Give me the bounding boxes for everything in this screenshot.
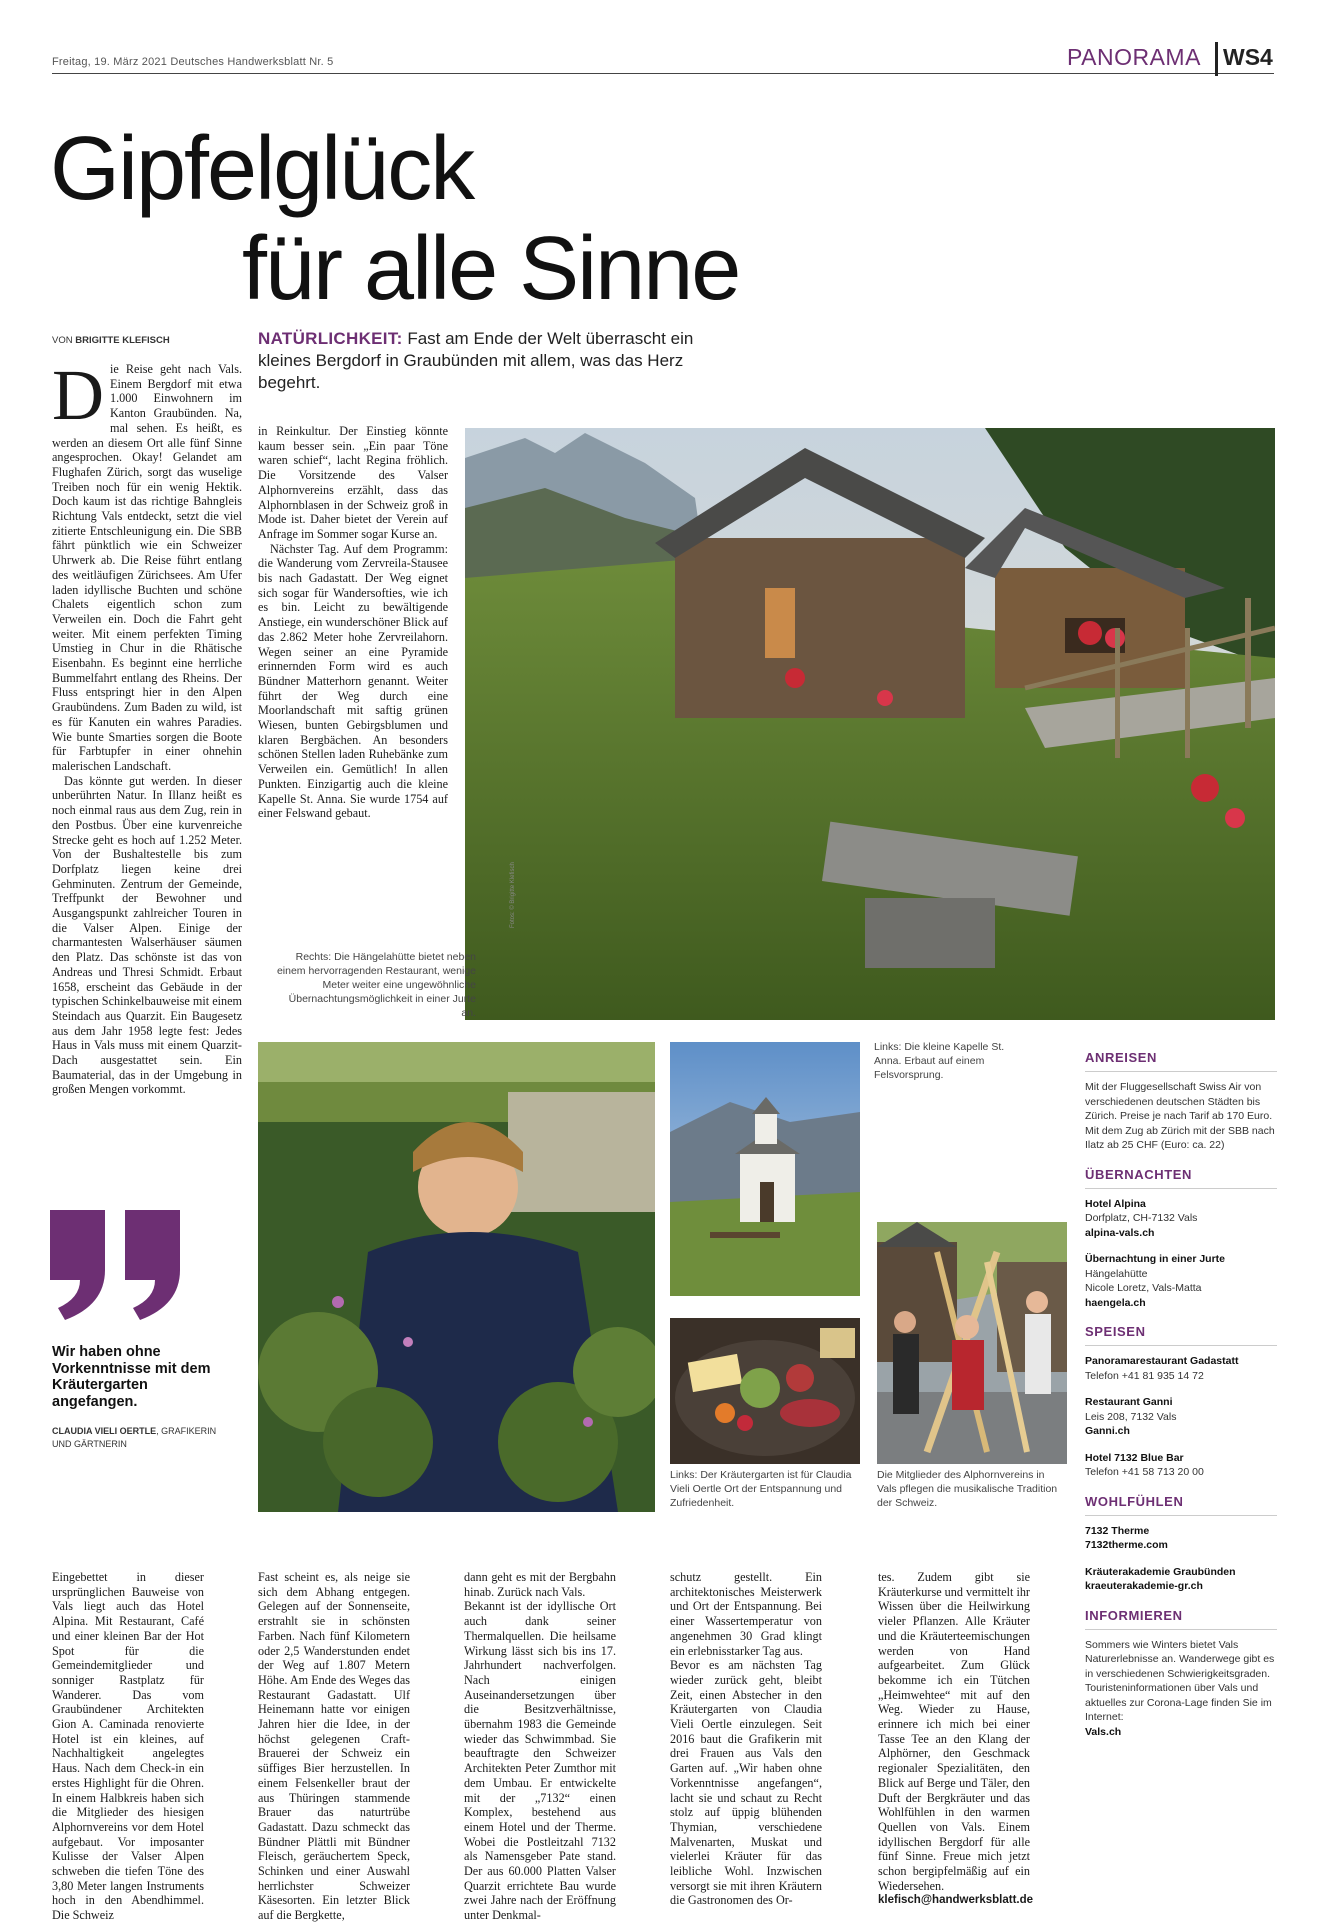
sidebar-link[interactable]: haengela.ch bbox=[1085, 1296, 1146, 1309]
body-column-6 bbox=[670, 1570, 822, 1908]
header-meta: Freitag, 19. März 2021 Deutsches Handwerksblatt Nr. 5 bbox=[52, 56, 334, 68]
body-column-7 bbox=[878, 1570, 1034, 1908]
pull-quote-author: CLAUDIA VIELI OERTLE, GRAFIKERIN UND GÄRTNERIN bbox=[52, 1426, 217, 1449]
sidebar-entry: Übernachtung in einer Jurte Hängelahütte Nicole Loretz, Vals-Matta haengela.ch bbox=[1085, 1252, 1277, 1310]
sidebar-heading: ANREISEN bbox=[1085, 1050, 1277, 1072]
body-paragraph: Nächster Tag. Auf dem Programm: die Wanderung vom Zervreila-Stausee bis nach Gadastatt. Der Weg eignet sich sogar für Wandersofties, wie ich es bin. Leicht zu bewältigende Anstiege, ein wunderschöner Blick auf das 2.862 Meter hohe Zervreilahorn. Wegen seiner an eine Pyramide erinnernden Form wird es auch Bündner Matterhorn genannt. Weiter führt der Weg durch eine Moorlandschaft mit saftig grünen Wiesen, bunten Gebirgsblumen und klaren Bergbächen. An besonders schönen Stellen laden Ruhebänke zum Verweilen ein. Gemütlich! In allen Punkten. Einzigartig auch die kleine Kapelle St. Anna. Sie wurde 1754 auf einer Felswand gebaut. bbox=[258, 541, 448, 821]
sidebar-speisen bbox=[1085, 1324, 1277, 1480]
sidebar-link[interactable]: kraeuterakademie-gr.ch bbox=[1085, 1580, 1203, 1592]
body-paragraph: tes. Zudem gibt sie Kräuterkurse und vermittelt ihr Wissen über die Heilwirkung vieler Pflanzen. Alle Kräuter und die Kräuterteemischungen werden von Hand aufgearbeitet. Zum Glück bekomme ich ein Tütchen „Heimwehtee“ mit auf den Weg. Wieder zu Hause, erinnere ich mich bei einer Tasse Tee an den Klang der Alphörner, den Geschmack regionaler Spezialitäten, den Blick auf Berge und Täler, den Duft der Bergkräuter und das Wohlfühlen in den warmen Quellen von Vals. Einem idyllischen Bergdorf für alle fünf Sinne. Freue mich jetzt schon bergipfelmäßig auf ein Wiedersehen. bbox=[878, 1570, 1030, 1893]
caption-kraeutergarten: Links: Der Kräutergarten ist für Claudia Vieli Oertle Ort der Entspannung und Zufriedenheit. bbox=[670, 1469, 852, 1509]
body-paragraph: Eingebettet in dieser ursprünglichen Bauweise von Vals liegt auch das Hotel Alpina. Mit Restaurant, Café und einer kleinen Bar der Hot Spot für die Gemeindemitglieder und sonniger Rastplatz für Wanderer. Das vom Graubündener Architekten Gion A. Caminada renovierte Hotel ist ein kleines, auf Nachhaltigkeit angelegtes Haus. Nach dem Check-in ein erstes Highlight für die Ohren. In einem Halbkreis haben sich die Mitglieder des hiesigen Alphornvereins vor dem Hotel aufgebaut. Vor imposanter Kulisse der Valser Alpen schweben die tiefen Töne des 3,80 Meter langen Instruments hoch in den Abendhimmel. Die Schweiz bbox=[52, 1570, 204, 1923]
sidebar-uebernachten bbox=[1085, 1167, 1277, 1311]
sidebar-informieren bbox=[1085, 1608, 1277, 1740]
sidebar-entry: Hotel 7132 Blue Bar Telefon +41 58 713 20 00 bbox=[1085, 1451, 1204, 1478]
photo-haengelahuette bbox=[465, 428, 1275, 1020]
sidebar-link[interactable]: Ganni.ch bbox=[1085, 1425, 1130, 1437]
body-column-2 bbox=[258, 424, 448, 821]
photo-kapelle bbox=[670, 1042, 860, 1296]
byline bbox=[52, 335, 170, 346]
lead-text: Fast am Ende der Welt überrascht ein kleines Bergdorf in Graubünden mit allem, was das Herz begehrt. bbox=[258, 329, 694, 392]
info-sidebar bbox=[1085, 1050, 1277, 1753]
sidebar-entry: Restaurant Ganni Leis 208, 7132 Vals Ganni.ch bbox=[1085, 1395, 1277, 1439]
body-paragraph: Das könnte gut werden. In dieser unberührten Natur. In Illanz heißt es noch einmal raus aus dem Zug, rein in den Postbus. Über eine kurvenreiche Strecke geht es hoch auf 1.252 Meter. Von der Bushaltestelle bis zum Dorfplatz liegen keine drei Gehminuten. Zentrum der Gemeinde, Treffpunkt der Bewohner und Ausgangspunkt zahlreicher Touren in die Valser Alpen. Einige der charmantesten Walserhäuser säumen den Platz. Das schönste ist das von Andreas und Thresi Schmidt. Erbaut 1658, erscheint das Gebäude in der typischen Schinkelbauweise mit einem Steindach aus Quarzit. Ein Baugesetz aus dem Jahr 1958 legte fest: Jedes Haus in Vals muss mit einem Quarzit-Dach ausgestattet sein. Ein Baumaterial, das in der Umgebung in großen Mengen vorkommt. bbox=[52, 773, 242, 1097]
lead bbox=[258, 328, 728, 394]
drop-cap: D bbox=[52, 355, 104, 435]
sidebar-entry: Kräuterakademie Graubünden kraeuterakademie-gr.ch bbox=[1085, 1565, 1277, 1594]
section-divider bbox=[1215, 42, 1218, 76]
body-paragraph: schutz gestellt. Ein architektonisches Meisterwerk und Ort der Entspannung. Bei einer Wassertemperatur von angenehmen 30 Grad klingt ein erlebnisstarker Tag aus. Bevor es am nächsten Tag wieder zurück geht, bleibt Zeit, einen Abstecher in den Kräutergarten von Claudia Vieli Oertle einzulegen. Seit 2016 baut die Grafikerin mit drei Frauen aus Vals den Garten auf. „Wir haben ohne Vorkenntnisse angefangen“, lacht sie und schaut zu Recht stolz auf üppig blühenden Thymian, verschiedene Malvenarten, Muskat und vielerlei Kräuter für das leibliche Wohl. Inzwischen versorgt sie mit ihren Kräutern die Gastronomen des Or- bbox=[670, 1570, 822, 1908]
body-column-5 bbox=[464, 1570, 616, 1923]
headline-line-2: für alle Sinne bbox=[242, 219, 740, 319]
body-column-4 bbox=[258, 1570, 410, 1923]
body-columns-bottom bbox=[52, 1570, 1062, 1923]
caption-kapelle: Links: Die kleine Kapelle St. Anna. Erbaut auf einem Felsvorsprung. bbox=[874, 1041, 1005, 1081]
lead-kicker: NATÜRLICHKEIT: bbox=[258, 329, 403, 348]
photo-buendner-plaettli bbox=[670, 1318, 860, 1464]
headline-line-1: Gipfelglück bbox=[50, 119, 474, 219]
sidebar-entry: Panoramarestaurant Gadastatt Telefon +41 81 935 14 72 bbox=[1085, 1355, 1239, 1382]
body-paragraph: Die Reise geht nach Vals. Einem Bergdorf mit etwa 1.000 Einwohnern im Kanton Graubünden. Na, mal sehen. Es heißt, es werden an diesem Ort alle fünf Sinne angesprochen. Okay! Gelandet am Flughafen Zürich, sorgt das wuselige Treiben noch für ein wenig Hektik. Doch kaum ist das richtige Bahngleis Richtung Vals entdeckt, setzt die viel zitierte Entschleunigung ein. Die SBB fährt pünktlich wie ein Schweizer Uhrwerk ab. Die Reise führt entlang des weitläufigen Zürichsees. Am Ufer laden idyllische Buchten und schöne Chalets eigentlich schon zum Verweilen ein. Doch die Fahrt geht weiter. Mit einem perfekten Timing Umstieg in Chur in die Rhätische Eisenbahn. Es beginnt eine herrliche Bummelfahrt entlang des Rheins. Der Fluss entspringt hier in den Alpen Graubündens. Zum Baden zu wild, ist es für Kanuten ein wahres Paradies. Wie bunte Smarties sorgen die Boote für Farbtupfer in einer ohnehin malerischen Landschaft. bbox=[52, 355, 242, 773]
sidebar-entry: 7132 Therme 7132therme.com bbox=[1085, 1524, 1277, 1553]
page-code: WS4 bbox=[1223, 44, 1273, 70]
section-label: PANORAMA bbox=[1067, 44, 1201, 70]
body-column-1 bbox=[52, 355, 242, 1097]
author-email-link[interactable]: klefisch@handwerksblatt.de bbox=[878, 1894, 1034, 1907]
header-rule bbox=[52, 73, 1274, 74]
body-paragraph: in Reinkultur. Der Einstieg könnte kaum besser sein. „Ein paar Töne waren schief“, lacht Regina fröhlich. Die Vorsitzende des Valser Alphornvereins erzählt, dass das Alphornblasen in der Schweiz groß in Mode ist. Daher bietet der Verein auf Anfrage im Sommer sogar Kurse an. bbox=[258, 424, 448, 541]
sidebar-link[interactable]: Vals.ch bbox=[1085, 1725, 1122, 1738]
photo-credit: Fotos: © Brigitte Klefisch bbox=[510, 862, 516, 928]
sidebar-heading: INFORMIEREN bbox=[1085, 1608, 1277, 1630]
photo-alphornverein bbox=[877, 1222, 1067, 1464]
sidebar-text: Mit der Fluggesellschaft Swiss Air von verschiedenen deutschen Städten bis Zürich. Preise je nach Tarif ab 170 Euro. Mit dem Zug ab Zürich mit der SBB nach Ilatz ab 25 CHF (Euro: ca. 22) bbox=[1085, 1081, 1275, 1151]
body-column-3 bbox=[52, 1570, 204, 1923]
byline-prefix: VON bbox=[52, 335, 76, 346]
sidebar-link[interactable]: alpina-vals.ch bbox=[1085, 1226, 1155, 1239]
body-paragraph: Fast scheint es, als neige sie sich dem Abhang entgegen. Gelegen auf der Sonnenseite, erstrahlt sie in schönsten Farben. Nach fünf Kilometern oder 2,5 Wanderstunden endet der Weg auf 1.807 Metern Höhe. Am Ende des Weges das Restaurant Gadastatt. Ulf Heinemann hatte vor einigen Jahren hier die Idee, in der höchst gelegenen Craft-Brauerei der Schweiz ein süffiges Bier herzustellen. In einem Felsenkeller braut der aus Thüringen stammende Brauer das naturtrübe Gadastatt. Dazu schmeckt das Bündner Plättli mit Bündner Fleisch, geräuchertem Speck, Schinken und einer Auswahl herrlichster Schweizer Käsesorten. Ein letzter Blick auf die Bergkette, bbox=[258, 1570, 410, 1923]
caption-haengelahuette: Rechts: Die Hängelahütte bietet neben einem hervorragenden Restaurant, wenige Meter weiter eine ungewöhnliche Übernachtungsmöglichkeit in einer Jurte an. bbox=[276, 951, 476, 1019]
quote-mark-icon bbox=[50, 1210, 190, 1320]
sidebar-wohlfuehlen bbox=[1085, 1494, 1277, 1594]
sidebar-entry: Hotel Alpina Dorfplatz, CH-7132 Vals alpina-vals.ch bbox=[1085, 1197, 1277, 1241]
sidebar-heading: ÜBERNACHTEN bbox=[1085, 1167, 1277, 1189]
caption-alphornverein: Die Mitglieder des Alphornvereins in Vals pflegen die musikalische Tradition der Schweiz. bbox=[877, 1469, 1058, 1509]
sidebar-heading: SPEISEN bbox=[1085, 1324, 1277, 1346]
sidebar-link[interactable]: 7132therme.com bbox=[1085, 1539, 1168, 1551]
photo-kraeutergarten bbox=[258, 1042, 655, 1512]
sidebar-anreisen bbox=[1085, 1050, 1277, 1153]
sidebar-heading: WOHLFÜHLEN bbox=[1085, 1494, 1277, 1516]
sidebar-text: Sommers wie Winters bietet Vals Naturerlebnisse an. Wanderwege gibt es in verschiedenen Schwierigkeitsgraden. Touristeninformationen über Vals und aktuelles zur Corona-Lage finden Sie im Internet: bbox=[1085, 1638, 1275, 1723]
byline-author: BRIGITTE KLEFISCH bbox=[75, 335, 170, 346]
body-paragraph: dann geht es mit der Bergbahn hinab. Zurück nach Vals. Bekannt ist der idyllische Ort auch dank seiner Thermalquellen. Die heilsame Wirkung lässt sich bis ins 17. Jahrhundert nachverfolgen. Nach einigen Auseinandersetzungen über die Besitzverhältnisse, übernahm 1983 die Gemeinde wieder das Schwimmbad. Sie beauftragte den Schweizer Architekten Peter Zumthor mit dem Umbau. Er entwickelte mit der „7132“ einen Komplex, bestehend aus einem Hotel und der Therme. Wobei die Postleitzahl 7132 als Namensgeber Pate stand. Der aus 60.000 Platten Valser Quarzit errichtete Bau wurde zwei Jahre nach der Eröffnung unter Denkmal- bbox=[464, 1570, 616, 1923]
pull-quote-text: Wir haben ohne Vorkenntnisse mit dem Kräutergarten angefangen. bbox=[52, 1344, 211, 1410]
